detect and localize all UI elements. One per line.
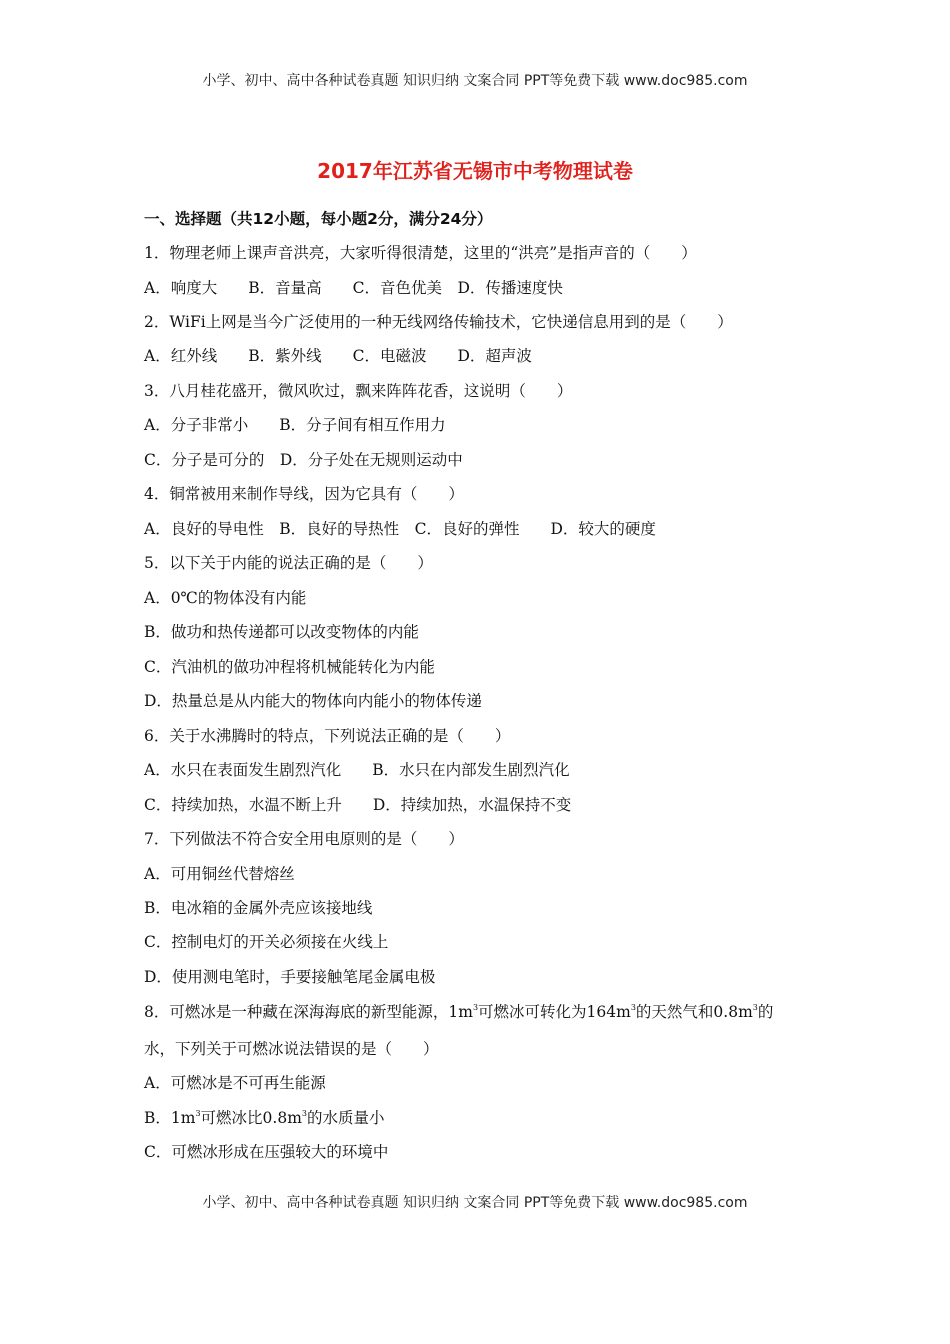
option-line: C．控制电灯的开关必须接在火线上 (144, 933, 389, 951)
question-line: 1．物理老师上课声音洪亮，大家听得很清楚，这里的“洪亮”是指声音的（ ） (144, 244, 697, 262)
text-segment: 可燃冰可转化为164m (478, 1003, 631, 1021)
option-line: C．分子是可分的 D．分子处在无规则运动中 (144, 451, 463, 469)
option-line: A．分子非常小 B．分子间有相互作用力 (144, 416, 446, 434)
text-segment: 的 (757, 1003, 774, 1021)
page-header: 小学、初中、高中各种试卷真题 知识归纳 文案合同 PPT等免费下载 www.doc985.com (202, 73, 748, 89)
option-line: A．响度大 B．音量高 C．音色优美 D．传播速度快 (144, 279, 563, 297)
text-segment: 的天然气和0.8m (635, 1003, 753, 1021)
question-line: 4．铜常被用来制作导线，因为它具有（ ） (144, 485, 464, 503)
superscript: 3 (630, 1003, 636, 1012)
option-line: D．使用测电笔时，手要接触笔尾金属电极 (144, 968, 436, 986)
superscript: 3 (301, 1109, 307, 1118)
option-line: A．红外线 B．紫外线 C．电磁波 D．超声波 (144, 347, 532, 365)
option-line: D．热量总是从内能大的物体向内能小的物体传递 (144, 692, 482, 710)
superscript: 3 (472, 1003, 479, 1012)
option-line: A．水只在表面发生剧烈汽化 B．水只在内部发生剧烈汽化 (144, 761, 570, 779)
option-line: A．0℃的物体没有内能 (144, 589, 307, 607)
exam-title: 2017年江苏省无锡市中考物理试卷 (317, 159, 633, 183)
option-line: C．持续加热，水温不断上升 D．持续加热，水温保持不变 (144, 796, 572, 814)
option-line: B．电冰箱的金属外壳应该接地线 (144, 899, 373, 917)
section-heading: 一、选择题（共12小题，每小题2分，满分24分） (144, 210, 493, 228)
question-line: 2．WiFi上网是当今广泛使用的一种无线网络传输技术，它快递信息用到的是（ ） (144, 313, 733, 331)
question-line: 3．八月桂花盛开，微风吹过，飘来阵阵花香，这说明（ ） (144, 382, 573, 400)
text-segment: B．1m (144, 1109, 196, 1127)
text-segment: 8．可燃冰是一种藏在深海海底的新型能源，1m (144, 1003, 473, 1021)
question-line: 5．以下关于内能的说法正确的是（ ） (144, 554, 433, 572)
question-8-line-2: 水，下列关于可燃冰说法错误的是（ ） (144, 1040, 439, 1058)
text-segment: 可燃冰比0.8m (200, 1109, 302, 1127)
page-footer: 小学、初中、高中各种试卷真题 知识归纳 文案合同 PPT等免费下载 www.doc985.com (202, 1195, 748, 1211)
option-line: C．汽油机的做功冲程将机械能转化为内能 (144, 658, 435, 676)
option-line: A．可用铜丝代替熔丝 (144, 865, 295, 883)
superscript: 3 (195, 1109, 201, 1118)
question-line: 7．下列做法不符合安全用电原则的是（ ） (144, 830, 464, 848)
superscript: 3 (752, 1003, 758, 1012)
option-line: A．可燃冰是不可再生能源 (144, 1074, 326, 1092)
text-segment: 的水质量小 (307, 1109, 385, 1127)
option-line (144, 1108, 385, 1128)
option-line: B．做功和热传递都可以改变物体的内能 (144, 623, 419, 641)
question-8-line-1 (144, 1002, 773, 1022)
option-line: A．良好的导电性 B．良好的导热性 C．良好的弹性 D．较大的硬度 (144, 520, 656, 538)
option-line: C．可燃冰形成在压强较大的环境中 (144, 1143, 389, 1161)
question-line: 6．关于水沸腾时的特点，下列说法正确的是（ ） (144, 727, 511, 745)
